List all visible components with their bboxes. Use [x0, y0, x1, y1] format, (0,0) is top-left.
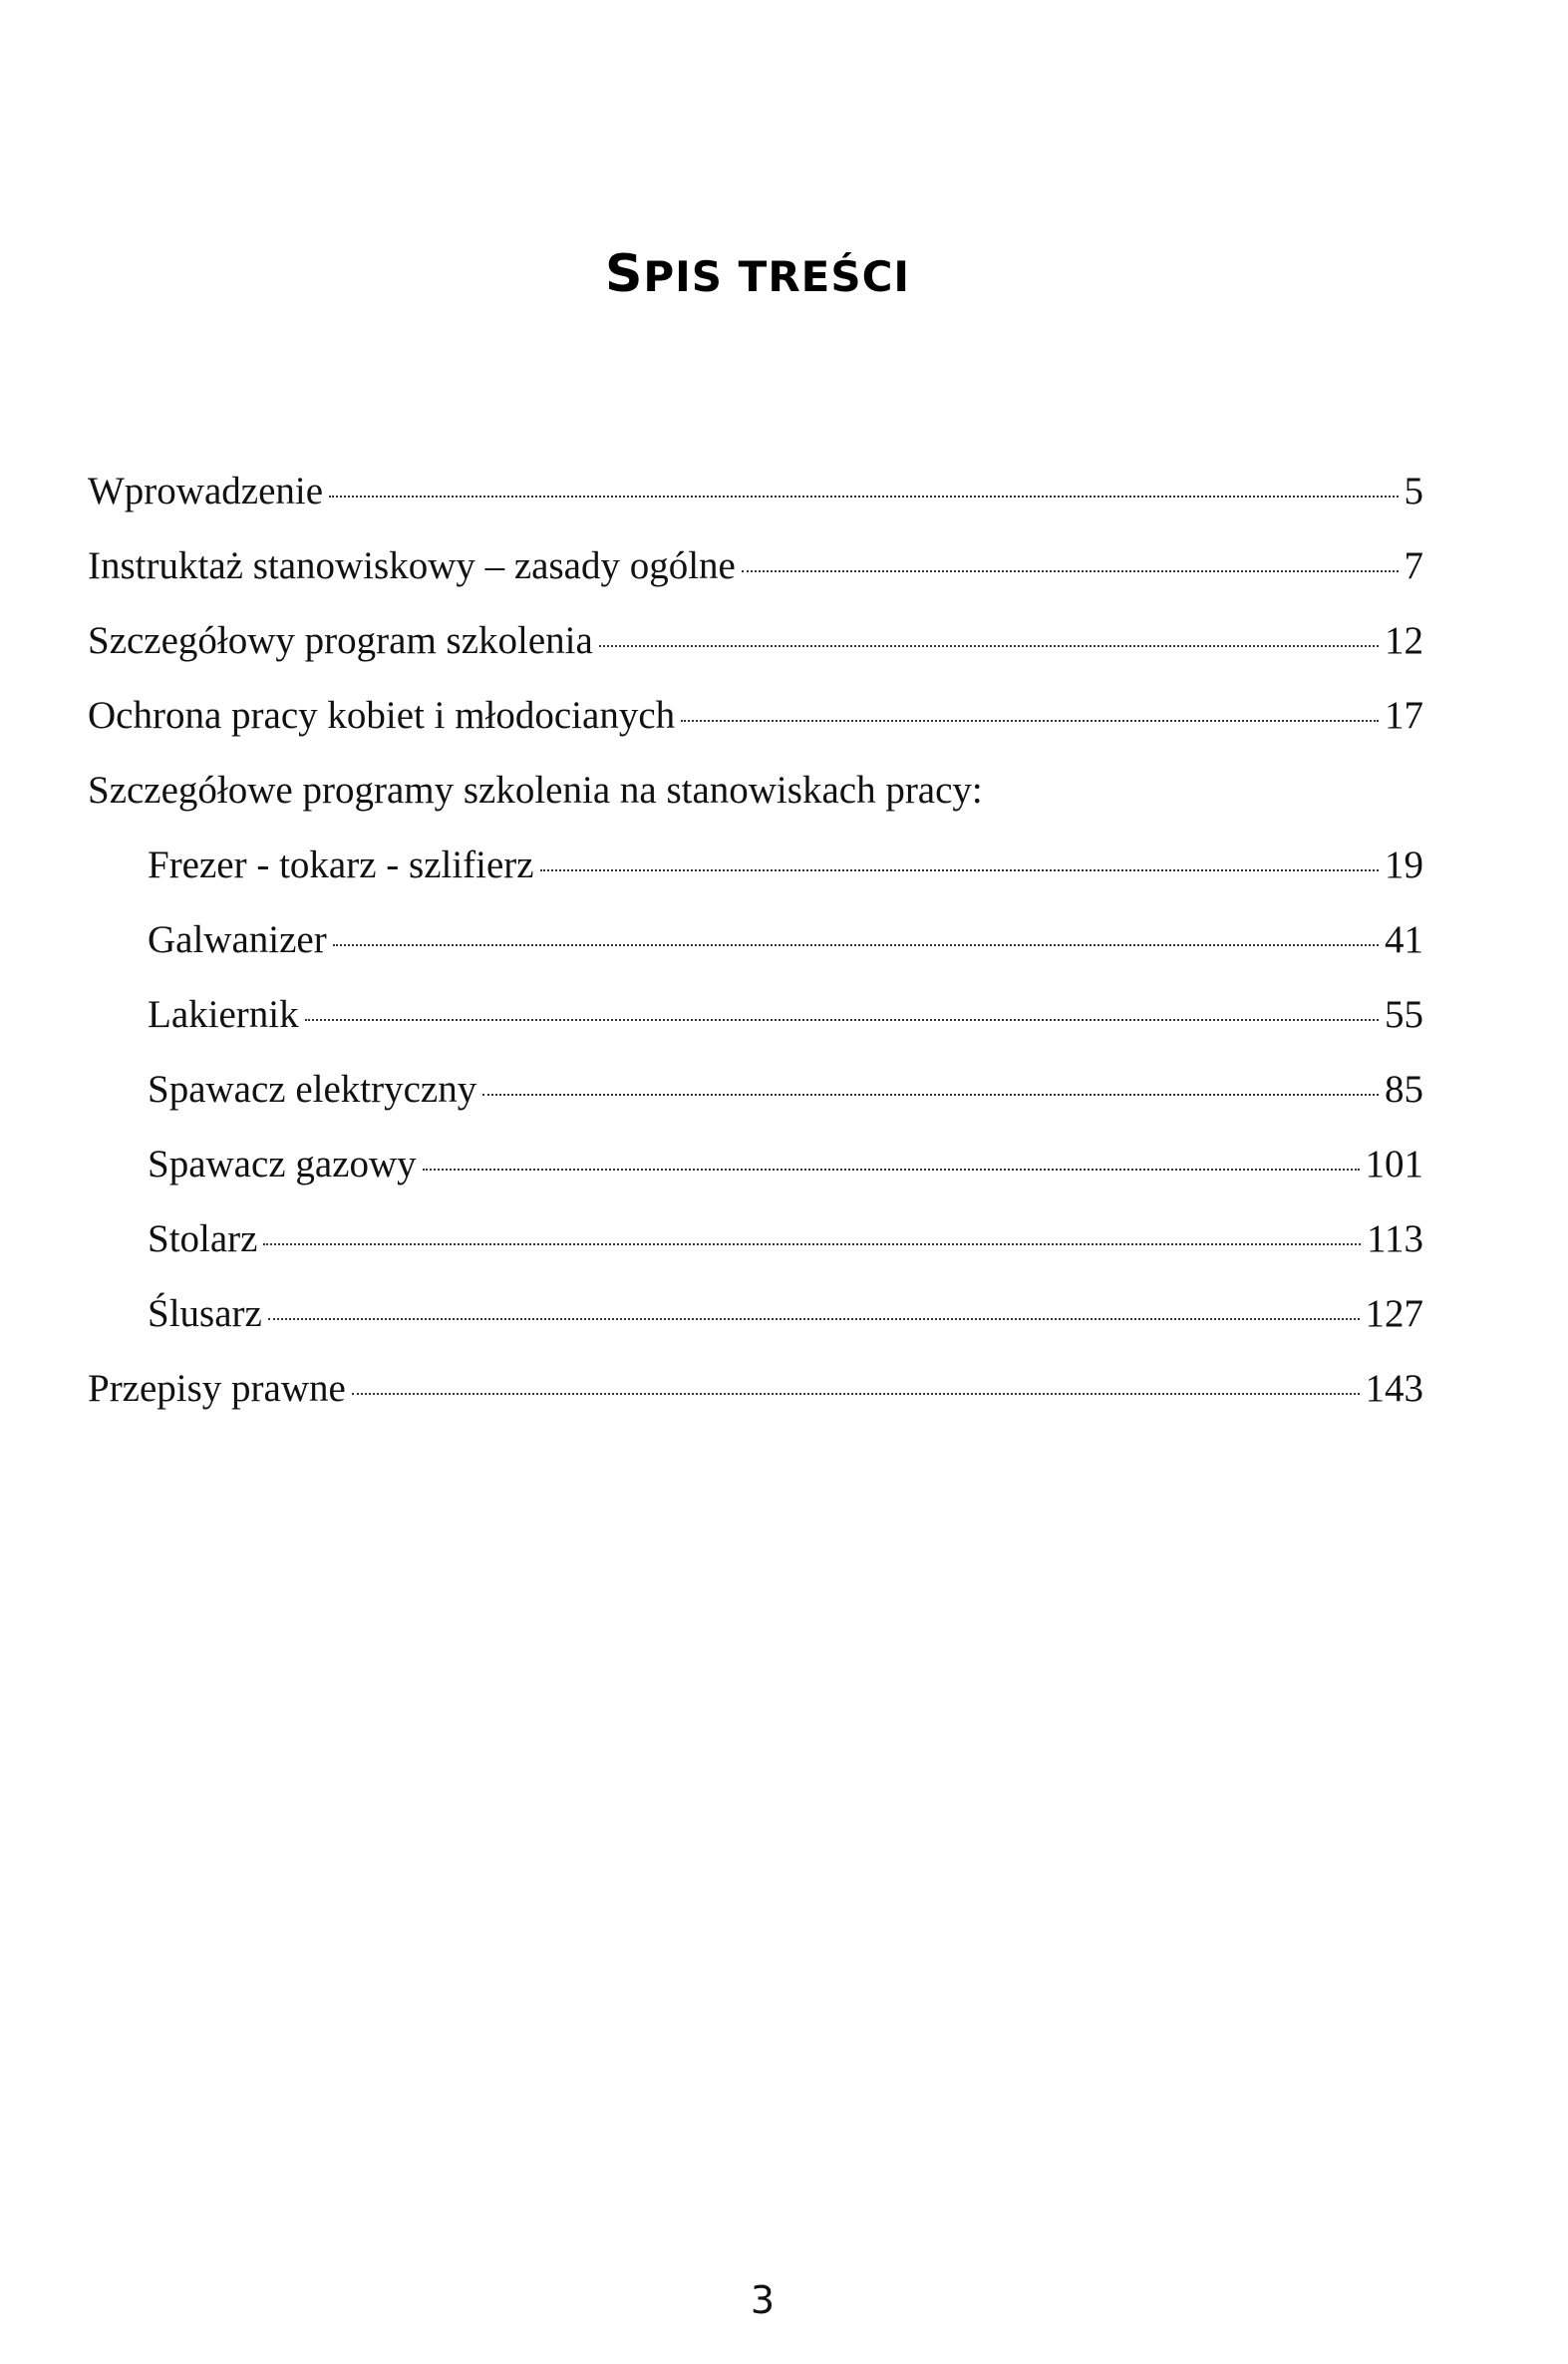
- toc-entry-label: Lakiernik: [148, 993, 299, 1036]
- toc-entry-label: Stolarz: [148, 1217, 258, 1260]
- toc-entry-page: 85: [1385, 1068, 1423, 1111]
- toc-dot-leader: [305, 1019, 1379, 1021]
- toc-entry-page: 7: [1404, 544, 1423, 587]
- toc-dot-leader: [482, 1094, 1379, 1096]
- toc-entry-szczegolowy-program: [88, 603, 1423, 678]
- toc-dot-leader: [599, 645, 1379, 647]
- toc-entry-page: 143: [1365, 1367, 1423, 1410]
- toc-section-heading: [88, 753, 1423, 828]
- toc-entry-label: Instruktaż stanowiskowy – zasady ogólne: [88, 544, 736, 587]
- toc-section-label: Szczegółowe programy szkolenia na stanowiskach pracy:: [88, 769, 983, 812]
- page-title: [0, 244, 1515, 304]
- toc-entry-page: 55: [1385, 993, 1423, 1036]
- toc-dot-leader: [742, 570, 1399, 572]
- toc-entry-label: Galwanizer: [148, 918, 327, 961]
- toc-entry-label: Przepisy prawne: [88, 1367, 346, 1410]
- toc-entry-page: 12: [1385, 619, 1423, 662]
- toc-entry-stolarz: [88, 1201, 1423, 1276]
- toc-entry-page: 5: [1404, 470, 1423, 512]
- toc-entry-spawacz-gazowy: [88, 1127, 1423, 1201]
- toc-entry-slusarz: [88, 1276, 1423, 1351]
- toc-entry-page: 113: [1366, 1217, 1423, 1260]
- toc-entry-instruktaz: [88, 528, 1423, 603]
- toc-entry-ochrona-pracy: [88, 678, 1423, 753]
- page-number: 3: [750, 2278, 776, 2322]
- toc-entry-label: Spawacz gazowy: [148, 1143, 417, 1185]
- toc-entry-label: Frezer - tokarz - szlifierz: [148, 844, 534, 886]
- toc-entry-page: 19: [1385, 844, 1423, 886]
- toc-entry-przepisy-prawne: [88, 1351, 1423, 1426]
- toc-entry-label: Wprowadzenie: [88, 470, 324, 512]
- toc-dot-leader: [423, 1169, 1360, 1171]
- toc-dot-leader: [352, 1393, 1360, 1395]
- toc-entry-spawacz-elektryczny: [88, 1052, 1423, 1127]
- toc-entry-lakiernik: [88, 977, 1423, 1052]
- toc-entry-label: Szczegółowy program szkolenia: [88, 619, 593, 662]
- toc-dot-leader: [263, 1243, 1360, 1245]
- toc-entry-label: Ślusarz: [148, 1292, 262, 1335]
- toc-entry-frezer: [88, 828, 1423, 902]
- toc-dot-leader: [268, 1318, 1360, 1320]
- toc-entry-page: 41: [1385, 918, 1423, 961]
- toc-entry-page: 127: [1365, 1292, 1423, 1335]
- toc-entry-page: 17: [1385, 694, 1423, 737]
- toc-dot-leader: [333, 944, 1379, 946]
- toc-entry-wprowadzenie: [88, 454, 1423, 528]
- toc-entry-label: Ochrona pracy kobiet i młodocianych: [88, 694, 676, 737]
- toc-dot-leader: [329, 496, 1398, 498]
- toc-dot-leader: [540, 869, 1379, 871]
- toc-dot-leader: [681, 720, 1379, 722]
- table-of-contents: [88, 454, 1423, 1426]
- title-initial: S: [604, 244, 644, 304]
- toc-entry-galwanizer: [88, 902, 1423, 977]
- title-rest: PIS TREŚCI: [643, 252, 911, 301]
- toc-entry-page: 101: [1365, 1143, 1423, 1185]
- toc-entry-label: Spawacz elektryczny: [148, 1068, 477, 1111]
